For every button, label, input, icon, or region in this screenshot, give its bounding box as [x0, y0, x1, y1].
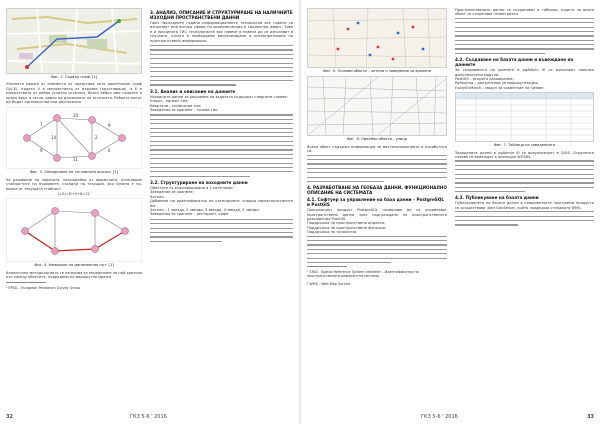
- section-4-2-heading: 4.2. Създаване на базата данни и въвеждане на данните: [455, 57, 574, 68]
- col4-filler-lines: [455, 18, 594, 54]
- col4-paragraph-4: Публикуването на базата данни в съвременните програмни продукти се осъществява чрез GeoServer, който поддържа стандарта WMS.: [455, 201, 594, 210]
- col2-filler-lines-2: [150, 114, 293, 176]
- module-list-item-1: PostGIS – открито разширение;: [455, 77, 514, 81]
- module-list-item-2: PgRouting – допълнение за маршрутизация;: [455, 81, 539, 86]
- right-column-1: [307, 8, 447, 289]
- figure-6-caption: Фиг. 6. Линейни обекти - улици: [346, 137, 408, 142]
- col2-paragraph-1: През последните години информационните технологии все повече се използват във всички сфери на икономическия и социалния живот. Това е и причината ГИС технологиите все повече и повече да се използват в случаите, когато е необходимо визуализиране и интерпретиране на пространствена информация.: [150, 21, 293, 43]
- col2-filler-lines-3: [150, 219, 293, 242]
- section-3-2-heading: 3.2. Структуриране на изходните данни: [150, 180, 248, 186]
- layer-list-item-2: Квартали – полигонов тип;: [150, 103, 202, 108]
- feature-list-item-3: Поддръжка на топология.: [307, 230, 358, 235]
- col3-filler-lines: [307, 155, 447, 182]
- svg-text:7: 7: [40, 122, 43, 128]
- col1-paragraph-2: За решаване на задачата, изхождайки от формулата, попълваме стойностите на върховете, съседни на текущия, ако сумата е по-малка от текущата стойност.: [6, 177, 142, 191]
- col4-paragraph-2: За създаването на данните в pgAdmin III се използват няколко допълнителни модула:: [455, 68, 594, 77]
- left-column-2: [150, 8, 293, 245]
- col1-paragraph-1: Уличната мрежа от елементи се представя като ориентиран граф G(V,E), където V е множеството от върхове (кръстовища), а E е множеството от ребра (улични отсечки). Всяко ребро има начален и краен връх и тегло, равно на дължината на отсечката. Ребрата могат да бъдат еднопосочни или двупосочни.: [6, 82, 142, 105]
- col2-paragraph-4: Добавяне на идентификатор на категорията: според характеристиките им.: [150, 199, 293, 208]
- col4-paragraph-3: Заредените данни в pgAdmin III се визуализират в QGIS. Отделните слоеве се въвеждат в проекция WGS84.: [455, 150, 594, 160]
- footnote-srid: ¹ SRID - Spatial Reference System Identifier – Идентификатор на пространствената референтна система.: [307, 270, 419, 279]
- category-list-item-2: Хотели.: [150, 194, 165, 199]
- footnote-epsg: ¹ EPSG – European Petroleum Survey Group: [6, 285, 80, 290]
- section-4-heading: 4. РАЗРАБОТВАНЕ НА ГЕОБАЗА ДАННИ, ФУНКЦИОНАЛНО ОПИСАНИЕ НА СИСТЕМАТА: [307, 185, 447, 196]
- left-page-number: 32: [6, 414, 13, 420]
- col4-filler-lines-2: [455, 160, 594, 192]
- section-4-3-heading: 4.3. Публикуване на базата данни: [455, 195, 539, 201]
- feature-list-item-1: Поддръжка на пространствени индекси;: [307, 221, 386, 226]
- right-page-number: 33: [587, 414, 594, 420]
- formula: L(G)=D+5+6=22: [58, 192, 90, 197]
- col3-paragraph-1: Всеки обект съдържа информация за местоположението и атрибутите си.: [307, 144, 447, 154]
- layer-list-item-1: Улици – линеен тип;: [150, 99, 189, 104]
- left-column-1: [6, 8, 142, 293]
- col3-paragraph-2: Програмният продукт PostgreSQL позволява да се управляват пространствени данни чрез надграждане на пространственото разширение PostGIS.: [307, 208, 447, 222]
- col2-paragraph-3: Обектите са класифицирани в 2 категории:: [150, 186, 234, 191]
- figure-2-server-graph: [6, 8, 142, 74]
- right-journal-label: ГКЗ 5-6 ' 2016: [421, 414, 458, 420]
- module-list-item-3: FuzzyStrMatch – модул за сравнение на низове.: [455, 85, 545, 90]
- figure-7-caption: Фиг. 7. Таблица на заведенията: [493, 143, 556, 148]
- svg-text:9: 9: [108, 123, 111, 129]
- feature-list-item-2: Поддръжка на пространствени функции;: [307, 225, 387, 230]
- figure-5-point-objects: [307, 8, 447, 68]
- left-journal-label: ГКЗ 5-6 ' 2016: [130, 414, 167, 420]
- figure-3-weighted-graph: [6, 107, 142, 169]
- section-3-heading: 3. АНАЛИЗ, ОПИСАНИЕ И СТРУКТУРИРАНЕ НА НАЛИЧНИТЕ ИЗХОДНИ ПРОСТРАНСТВЕНИ ДАННИ: [150, 10, 293, 20]
- footnote-rule: [6, 282, 46, 283]
- figure-5-caption: Фиг. 5. Точкови обекти – хотели и заведения за хранене: [323, 69, 431, 73]
- type-list-item-2: Заведения за хранене – ресторант, кафе.: [150, 212, 230, 217]
- col2-filler-lines: [150, 45, 293, 86]
- section-3-1-heading: 3.1. Анализ и описание на данните: [150, 88, 236, 94]
- col2-paragraph-2: Изходните данни за решаване на задачата съдържат следните слоеве:: [150, 94, 288, 99]
- figure-2-caption: Фиг. 2. Сървър граф. [1]: [50, 75, 98, 79]
- col3-filler-lines-2: [307, 236, 447, 263]
- svg-text:9: 9: [40, 148, 43, 154]
- svg-text:11: 11: [73, 157, 79, 163]
- right-page: [301, 0, 600, 424]
- figure-6-street-lines: [307, 76, 447, 136]
- type-list-item-1: Хотели – 1 звезда, 2 звезди, 3 звезди, 4 звезди, 5 звезди.: [150, 208, 260, 213]
- svg-text:6: 6: [108, 148, 111, 154]
- svg-text:10: 10: [73, 113, 79, 119]
- col4-paragraph-1: Пространствените данни се съхраняват в таблици, където за всеки обект се съхранява геометрията.: [455, 8, 594, 17]
- layer-list-item-3: Заведения за хранене – точков тип.: [150, 108, 219, 112]
- left-page: [0, 0, 299, 424]
- figure-4-minimal-path: [6, 198, 142, 262]
- footnote-wms: ² WMS - Web Map Service: [307, 281, 351, 286]
- svg-text:2: 2: [95, 135, 98, 141]
- footnote-rule-right: [307, 266, 347, 267]
- category-list-item-1: Заведения за хранене;: [150, 190, 194, 195]
- section-4-1-heading: 4.1. Софтуер за управление на база данни – PostgreSQL и PostGIS: [307, 197, 445, 208]
- figure-7-table: [455, 92, 594, 142]
- col4-filler-lines-3: [455, 211, 594, 225]
- col1-paragraph-3: Аналогично методологията се използва за определяне на най-краткия път между обектите, подредени на маршрутна мрежа.: [6, 270, 142, 280]
- svg-text:14: 14: [51, 135, 57, 141]
- right-column-2: [455, 8, 594, 229]
- figure-3-caption: Фиг. 3. Определяне на тегловните връзки. [1]: [29, 170, 119, 175]
- figure-4-caption: Фиг. 4. Намиране на минималния път. [1]: [34, 263, 114, 268]
